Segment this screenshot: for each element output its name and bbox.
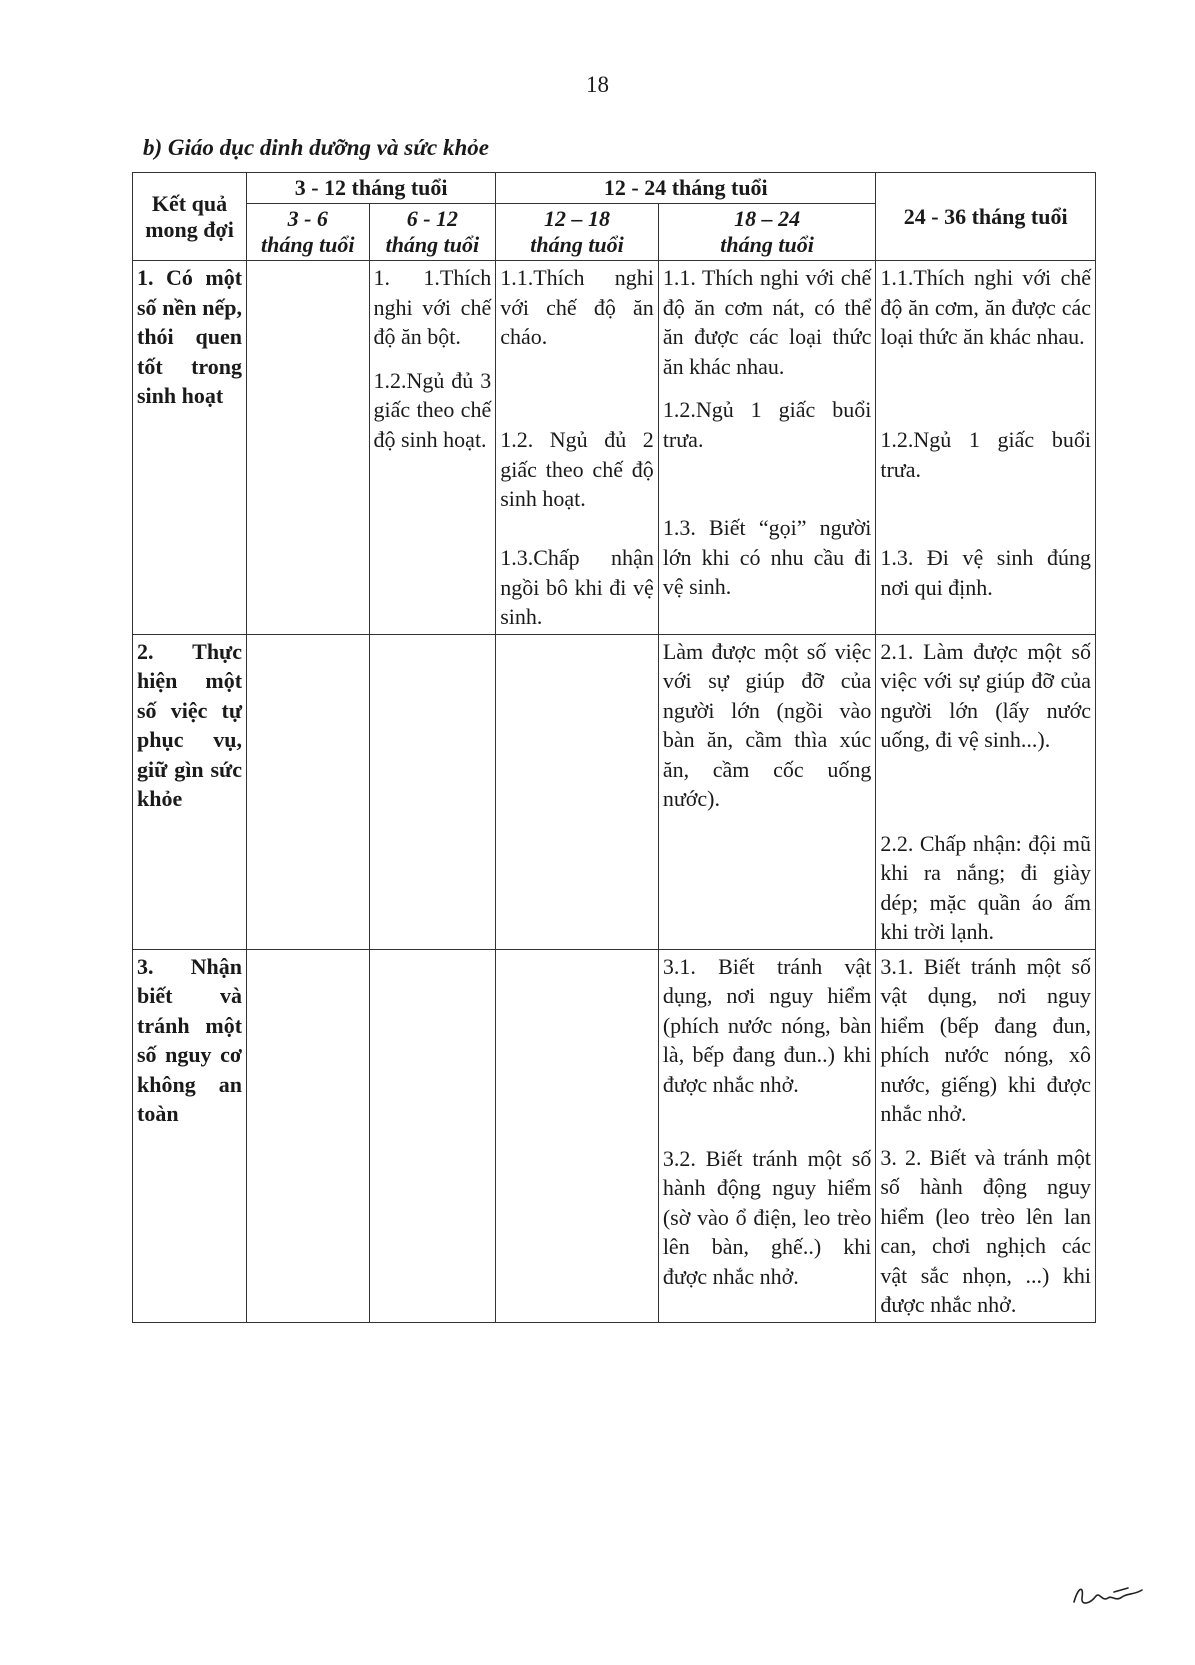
section-title: b) Giáo dục dinh dưỡng và sức khỏe [143, 135, 489, 160]
cell-3-6 [247, 634, 369, 949]
list-item: 1.3. Đi vệ sinh đúng nơi qui định. [880, 545, 1091, 600]
signature-mark [1070, 1580, 1150, 1610]
result-cell: 1. Có một số nền nếp, thói quen tốt trong sinh hoạt [133, 261, 247, 635]
list-item: 1.1.Thích nghi với chế độ ăn cơm, ăn được các loại thức ăn khác nhau. [880, 265, 1091, 349]
cell-6-12 [369, 634, 496, 949]
table-row [133, 261, 1096, 635]
curriculum-table [132, 172, 1096, 1323]
list-item: 1.1. Thích nghi với chế độ ăn cơm nát, có thể ăn được các loại thức ăn khác nhau. [662, 265, 872, 379]
cell-6-12 [369, 949, 496, 1322]
cell-24-36 [876, 949, 1096, 1322]
list-item: 1.2.Ngủ 1 giấc buổi trưa. [662, 397, 872, 452]
cell-12-18 [496, 261, 659, 635]
list-item: 1.2.Ngủ 1 giấc buổi trưa. [880, 427, 1091, 482]
list-item: 3.1. Biết tránh một số vật dụng, nơi nguy hiểm (bếp đang đun, phích nước nóng, xô nước, giếng) khi được nhắc nhở. [880, 953, 1091, 1126]
header-result: Kết quả mong đợi [133, 173, 247, 261]
result-cell: 2. Thực hiện một số việc tự phục vụ, giữ gìn sức khỏe [133, 634, 247, 949]
list-item: 1.1.Thích nghi với chế độ ăn cháo. [500, 265, 654, 349]
cell-24-36 [876, 634, 1096, 949]
table-row [133, 634, 1096, 949]
result-cell: 3. Nhận biết và tránh một số nguy cơ không an toàn [133, 949, 247, 1322]
cell-18-24 [658, 634, 876, 949]
list-item: 3.1. Biết tránh vật dụng, nơi nguy hiểm (phích nước nóng, bàn là, bếp đang đun..) khi được nhắc nhở. [662, 953, 872, 1097]
cell-18-24 [658, 261, 876, 635]
header-sub-12-18: 12 – 18 tháng tuổi [496, 204, 659, 261]
header-group-24-36: 24 - 36 tháng tuổi [876, 173, 1096, 261]
list-item: 2.1. Làm được một số việc với sự giúp đỡ của người lớn (lấy nước uống, đi vệ sinh...). [880, 638, 1091, 752]
cell-12-18 [496, 949, 659, 1322]
header-sub-18-24: 18 – 24 tháng tuổi [658, 204, 876, 261]
list-item: 1.2.Ngủ đủ 3 giấc theo chế độ sinh hoạt. [373, 367, 492, 452]
list-item: 3.2. Biết tránh một số hành động nguy hiểm (sờ vào ổ điện, leo trèo lên bàn, ghế..) khi được nhắc nhở. [662, 1145, 872, 1289]
cell-12-18 [496, 634, 659, 949]
table-row [133, 949, 1096, 1322]
header-sub-6-12: 6 - 12 tháng tuổi [369, 204, 496, 261]
list-item: Làm được một số việc với sự giúp đỡ của người lớn (ngồi vào bàn ăn, cầm thìa xúc ăn, cầm cốc uống nước). [662, 638, 872, 811]
list-item: 1.3.Chấp nhận ngồi bô khi đi vệ sinh. [500, 545, 654, 629]
header-group-12-24: 12 - 24 tháng tuổi [496, 173, 876, 204]
list-item: 3. 2. Biết và tránh một số hành động nguy hiểm (leo trèo lên lan can, chơi nghịch các vật sắc nhọn, ...) khi được nhắc nhở. [880, 1144, 1091, 1317]
list-item: 1.3. Biết “gọi” người lớn khi có nhu cầu đi vệ sinh. [662, 515, 872, 599]
cell-24-36 [876, 261, 1096, 635]
cell-6-12 [369, 261, 496, 635]
header-sub-3-6: 3 - 6 tháng tuổi [247, 204, 369, 261]
page-number: 18 [586, 72, 609, 97]
header-group-3-12: 3 - 12 tháng tuổi [247, 173, 496, 204]
cell-3-6 [247, 949, 369, 1322]
cell-3-6 [247, 261, 369, 635]
list-item: 1. 1.Thích nghi với chế độ ăn bột. [373, 265, 492, 349]
list-item: 2.2. Chấp nhận: đội mũ khi ra nắng; đi giày dép; mặc quần áo ấm khi trời lạnh. [880, 830, 1091, 944]
list-item: 1.2. Ngủ đủ 2 giấc theo chế độ sinh hoạt. [500, 427, 654, 511]
cell-18-24 [658, 949, 876, 1322]
header-row-groups [133, 173, 1096, 204]
